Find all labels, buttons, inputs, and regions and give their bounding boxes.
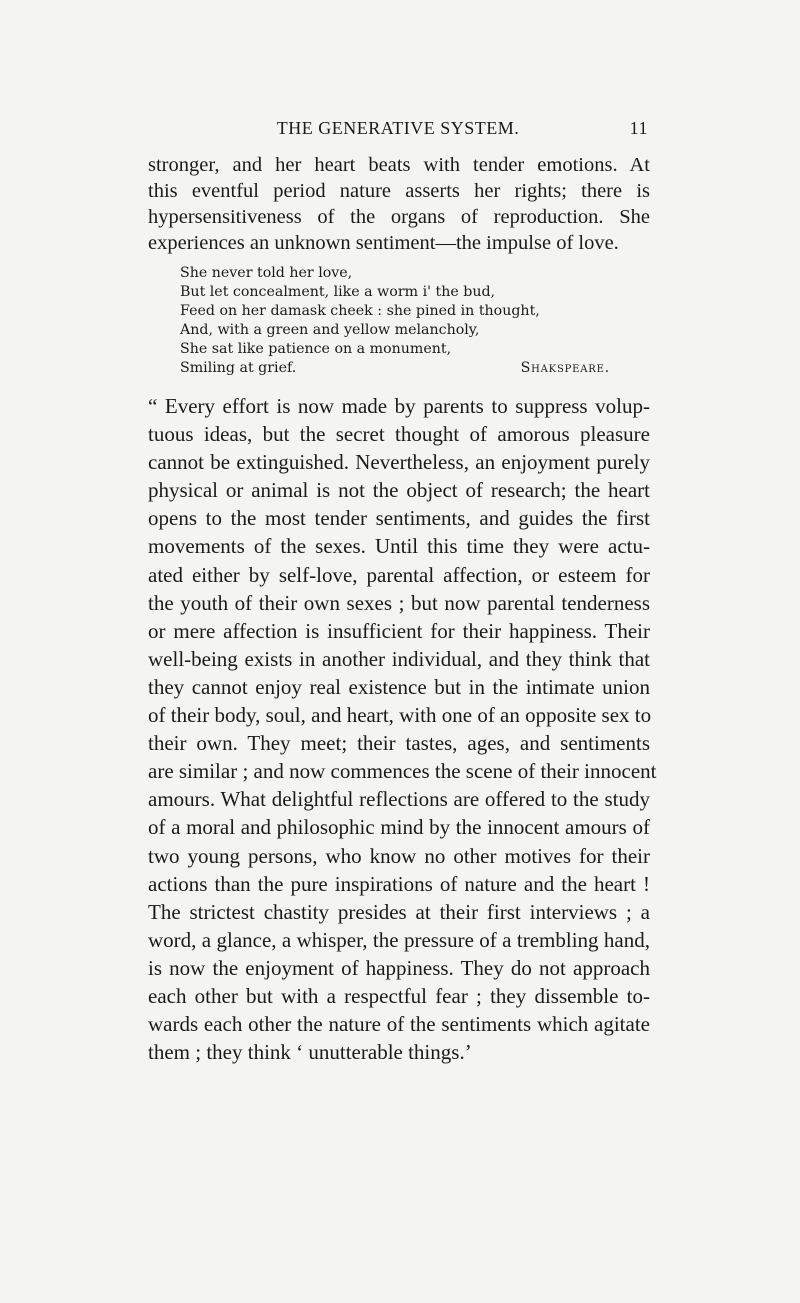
text-line: this eventful period nature asserts her rights; there is <box>148 180 650 202</box>
text-line: well-being exists in another individual, and they think that <box>148 646 650 671</box>
verse-line: Smiling at grief. <box>180 360 297 376</box>
verse-line: And, with a green and yellow melancholy, <box>180 322 480 338</box>
paragraph-intro <box>148 152 650 256</box>
text-line: amours. What delightful reflections are offered to the study <box>148 787 650 812</box>
text-line: they cannot enjoy real existence but in the intimate union <box>148 674 650 699</box>
text-line: of their body, soul, and heart, with one of an opposite sex to <box>148 703 652 728</box>
page-number: 11 <box>629 118 648 138</box>
verse-line: But let concealment, like a worm i' the bud, <box>180 284 496 300</box>
paragraph-main <box>148 392 657 1066</box>
text-line: or mere affection is insufficient for their happiness. Their <box>148 618 650 643</box>
verse-line: She sat like patience on a monument, <box>180 341 452 357</box>
text-line: ated either by self-love, parental affection, or esteem for <box>148 562 650 587</box>
text-line: wards each other the nature of the sentiments which agitate <box>148 1012 650 1037</box>
text-line: opens to the most tender sentiments, and guides the first <box>148 506 650 531</box>
text-line: stronger, and her heart beats with tender emotions. At <box>148 154 650 176</box>
text-line: of a moral and philosophic mind by the innocent amours of <box>148 815 650 840</box>
running-head <box>148 118 648 142</box>
text-line: physical or animal is not the object of research; the heart <box>148 478 650 503</box>
text-line: the youth of their own sexes ; but now parental tenderness <box>148 590 650 615</box>
text-line: tuous ideas, but the secret thought of amorous pleasure <box>148 422 650 447</box>
text-line: hypersensitiveness of the organs of reproduction. She <box>148 206 650 228</box>
text-line: their own. They meet; their tastes, ages, and sentiments <box>148 731 650 756</box>
text-line: word, a glance, a whisper, the pressure of a trembling hand, <box>148 927 650 952</box>
text-line: movements of the sexes. Until this time they were actu- <box>148 534 650 559</box>
text-line: experiences an unknown sentiment—the impulse of love. <box>148 232 619 254</box>
verse-line: Feed on her damask cheek : she pined in thought, <box>180 303 540 319</box>
text-line: two young persons, who know no other motives for their <box>148 843 650 868</box>
verse-last-row <box>180 359 610 378</box>
text-line: them ; they think ‘ unutterable things.’ <box>148 1040 472 1065</box>
text-line: “ Every effort is now made by parents to suppress volup- <box>148 394 650 418</box>
text-line: The strictest chastity presides at their first interviews ; a <box>148 899 650 924</box>
text-line: is now the enjoyment of happiness. They do not approach <box>148 955 650 980</box>
verse-quotation <box>180 264 610 378</box>
text-line: each other but with a respectful fear ; they dissemble to- <box>148 983 650 1008</box>
text-line: actions than the pure inspirations of nature and the heart ! <box>148 871 650 896</box>
text-line: cannot be extinguished. Nevertheless, an enjoyment purely <box>148 450 650 475</box>
verse-line: She never told her love, <box>180 265 353 281</box>
verse-attribution: Shakspeare. <box>520 360 610 376</box>
text-line: are similar ; and now commences the scene of their innocent <box>148 759 657 784</box>
chapter-title: THE GENERATIVE SYSTEM. <box>276 118 520 138</box>
